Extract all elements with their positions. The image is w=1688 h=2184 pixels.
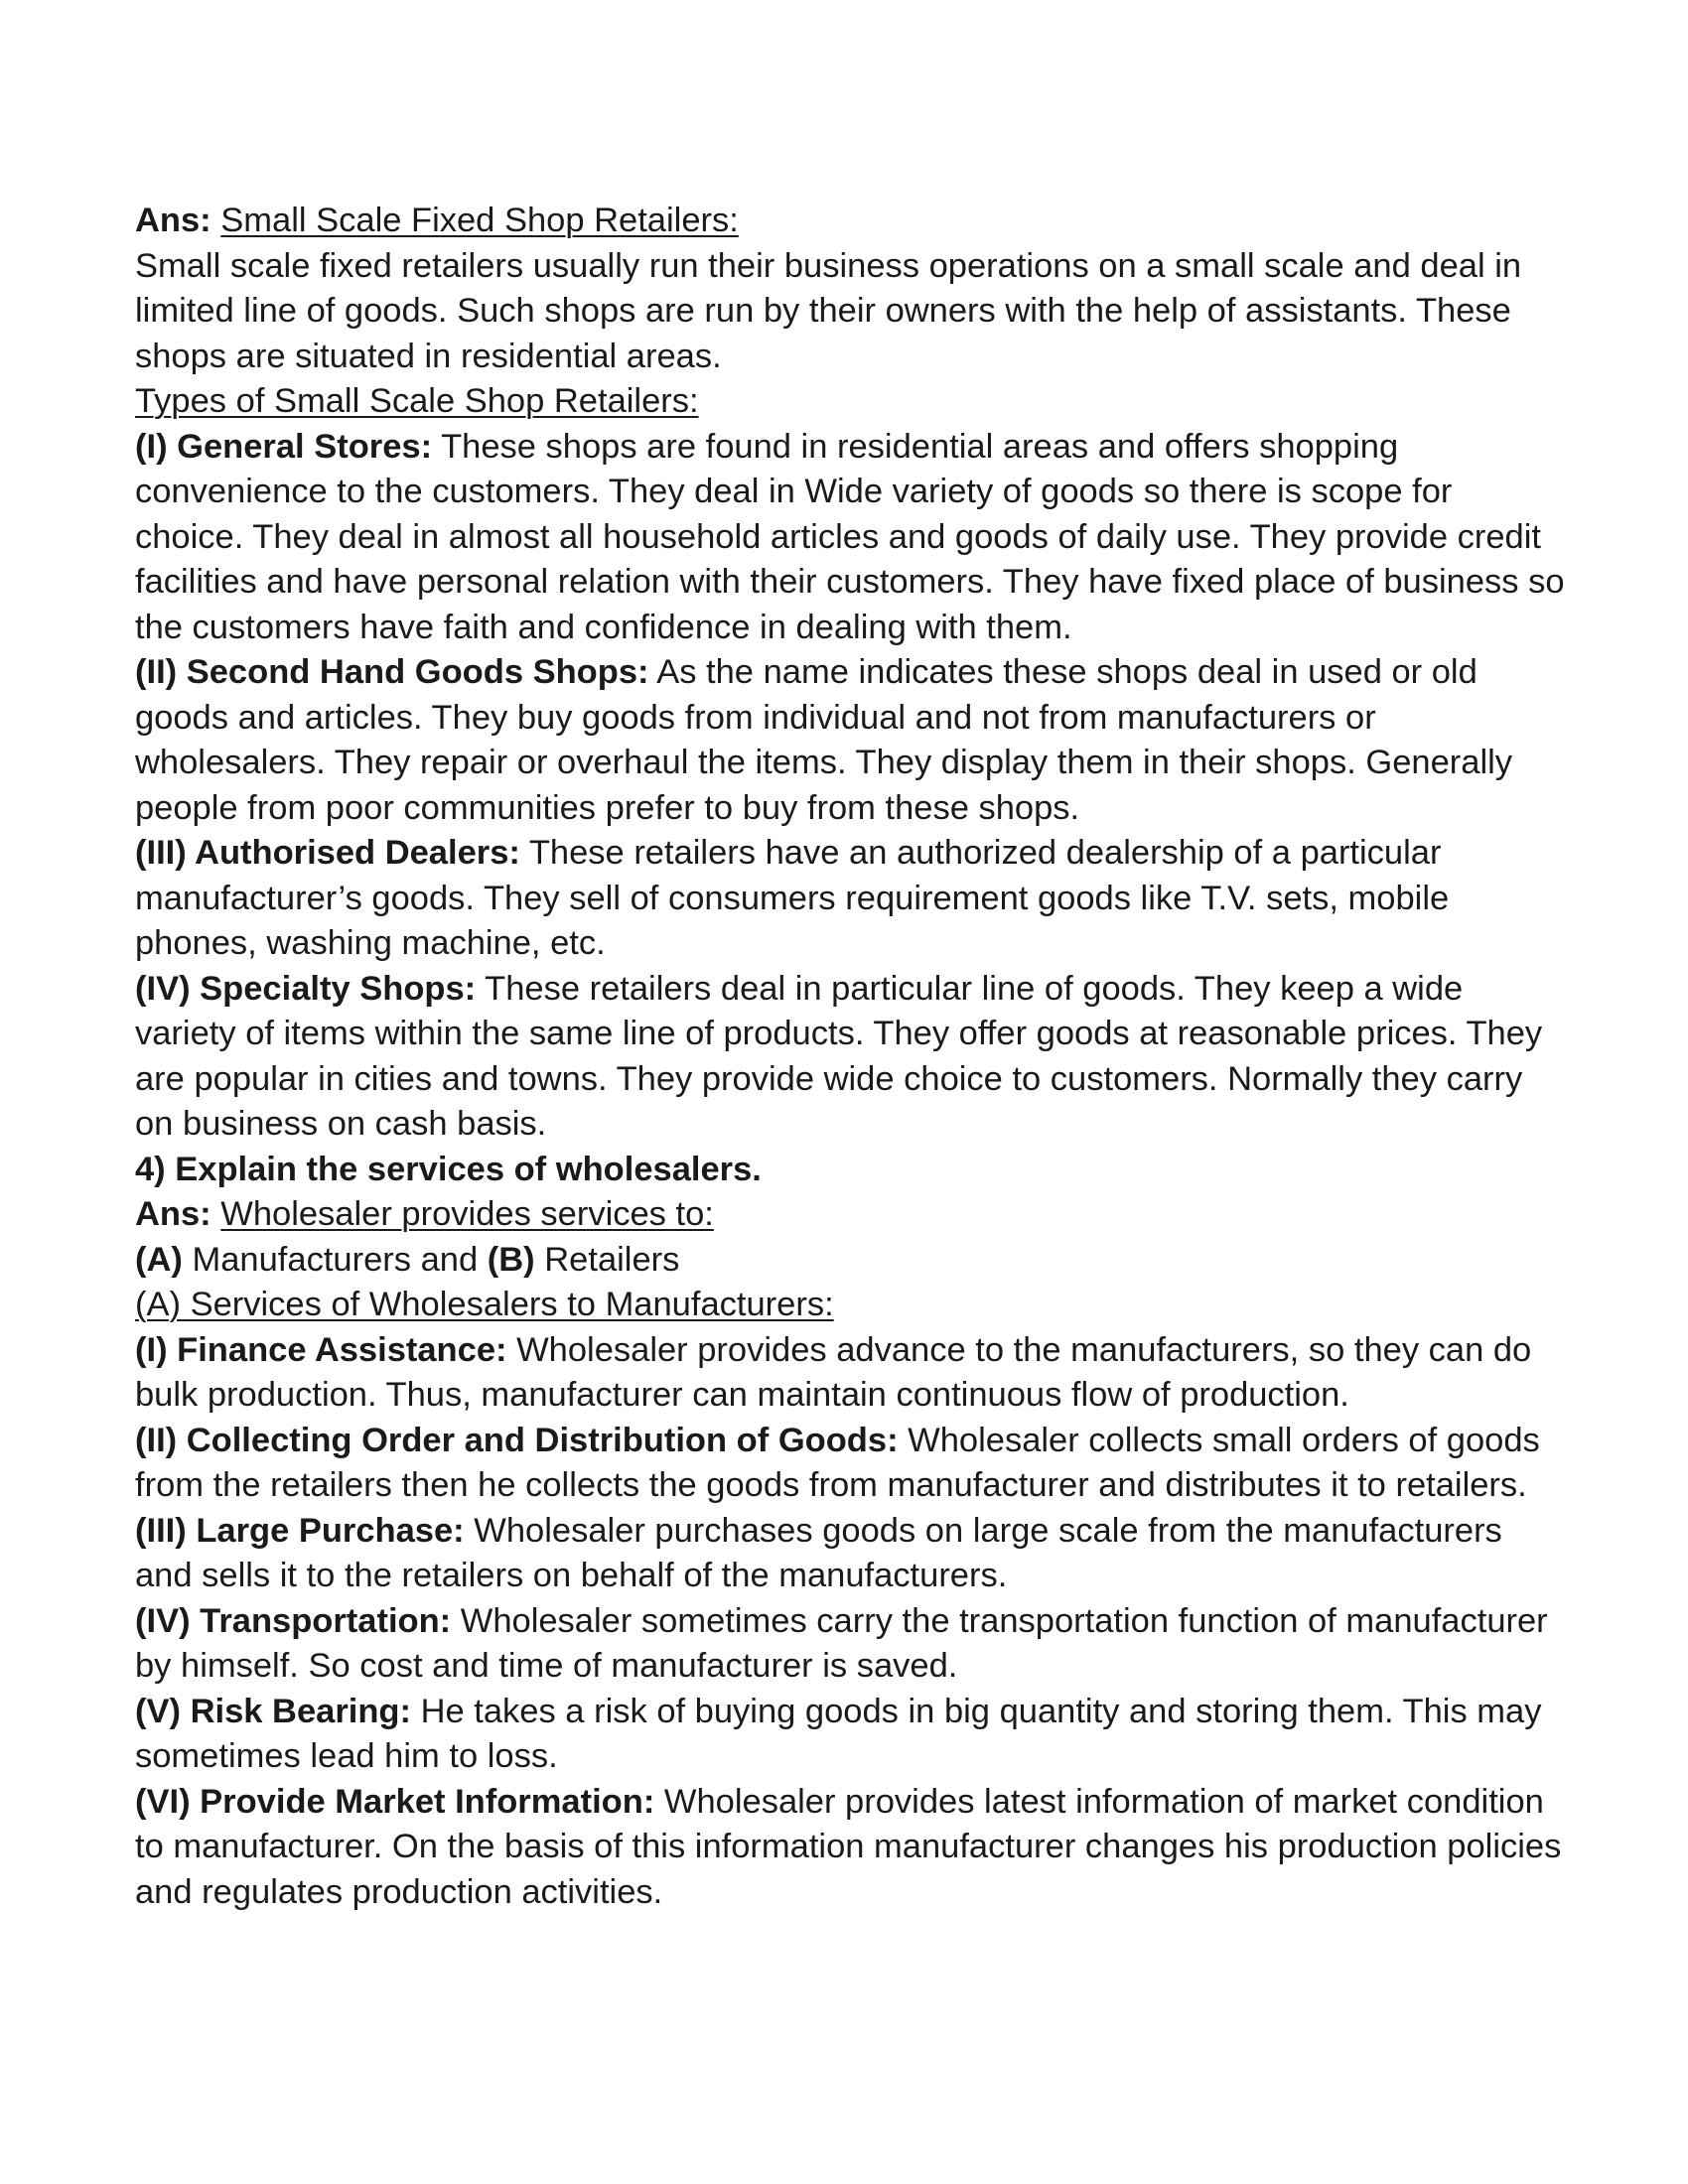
service-targets [135,1238,1565,1284]
list-item [135,1780,1565,1916]
list-item [135,1690,1565,1780]
section-heading: Types of Small Scale Shop Retailers: [135,382,699,420]
question [135,1148,1565,1193]
item-text: Manufacturers and [192,1240,479,1279]
item-title: (VI) Provide Market Information: [135,1782,655,1821]
subheading [135,1283,1565,1328]
list-item [135,1599,1565,1690]
item-text: He takes a risk of buying goods in big quantity and storing them. This may sometimes lead him to loss. [135,1692,1542,1775]
item-title: (II) Second Hand Goods Shops: [135,653,649,691]
item-title: (IV) Specialty Shops: [135,969,477,1008]
list-item [135,1419,1565,1509]
list-item [135,1509,1565,1599]
item-title: (I) Finance Assistance: [135,1330,507,1369]
item-title: (III) Authorised Dealers: [135,834,520,872]
list-item [135,650,1565,831]
item-title: (I) General Stores: [135,427,433,466]
item-text: These shops are found in residential areas and offers shopping convenience to the customers. They deal in Wide variety of goods so there is scope for choice. They deal in almost all household articles and goods of daily use. They provide credit facilities and have personal relation with their customers. They have fixed place of business so the customers have faith and confidence in dealing with them. [135,427,1565,646]
item-title: (B) [487,1240,535,1279]
item-title: (A) [135,1240,183,1279]
list-item [135,1328,1565,1419]
paragraph [135,244,1565,380]
item-text: Wholesaler purchases goods on large scale from the manufacturers and sells it to the retailers on behalf of the manufacturers. [135,1511,1502,1594]
item-title: (V) Risk Bearing: [135,1692,411,1730]
item-text: Wholesaler provides latest information of market condition to manufacturer. On the basis of this information manufacturer changes his production policies and regulates production activities. [135,1782,1562,1911]
section-heading: (A) Services of Wholesalers to Manufacturers: [135,1286,834,1323]
question-text: 4) Explain the services of wholesalers. [135,1150,762,1188]
answer-intro [135,1192,1565,1238]
list-item [135,831,1565,967]
section-heading: Wholesaler provides services to: [220,1195,714,1233]
section-heading: Small Scale Fixed Shop Retailers: [220,202,739,239]
item-title: (III) Large Purchase: [135,1511,465,1550]
item-text: Wholesaler provides advance to the manufacturers, so they can do bulk production. Thus, manufacturer can maintain continuous flow of production. [135,1330,1532,1414]
item-text: As the name indicates these shops deal in used or old goods and articles. They buy goods from individual and not from manufacturers or wholesalers. They repair or overhaul the items. They display them in their shops. Generally people from poor communities prefer to buy from these shops. [135,653,1513,827]
answer-intro [135,199,1565,244]
item-text: Retailers [544,1240,680,1279]
item-text: Wholesaler collects small orders of goods from the retailers then he collects the goods from manufacturer and distributes it to retailers. [135,1421,1540,1504]
paragraph-text: Small scale fixed retailers usually run their business operations on a small scale and deal in limited line of goods. Such shops are run by their owners with the help of assistants. These shops are situated in residential areas. [135,246,1522,375]
answer-label: Ans: [135,202,211,239]
subheading [135,379,1565,425]
item-text: These retailers have an authorized dealership of a particular manufacturer’s goods. They sell of consumers requirement goods like T.V. sets, mobile phones, washing machine, etc. [135,834,1450,962]
document-body [135,199,1565,1915]
item-title: (II) Collecting Order and Distribution of Goods: [135,1421,899,1459]
item-text: These retailers deal in particular line of goods. They keep a wide variety of items within the same line of products. They offer goods at reasonable prices. They are popular in cities and towns. They provide wide choice to customers. Normally they carry on business on cash basis. [135,969,1543,1143]
item-title: (IV) Transportation: [135,1601,452,1640]
list-item [135,425,1565,651]
list-item [135,967,1565,1148]
item-text: Wholesaler sometimes carry the transportation function of manufacturer by himself. So cost and time of manufacturer is saved. [135,1601,1548,1685]
answer-label: Ans: [135,1195,211,1233]
